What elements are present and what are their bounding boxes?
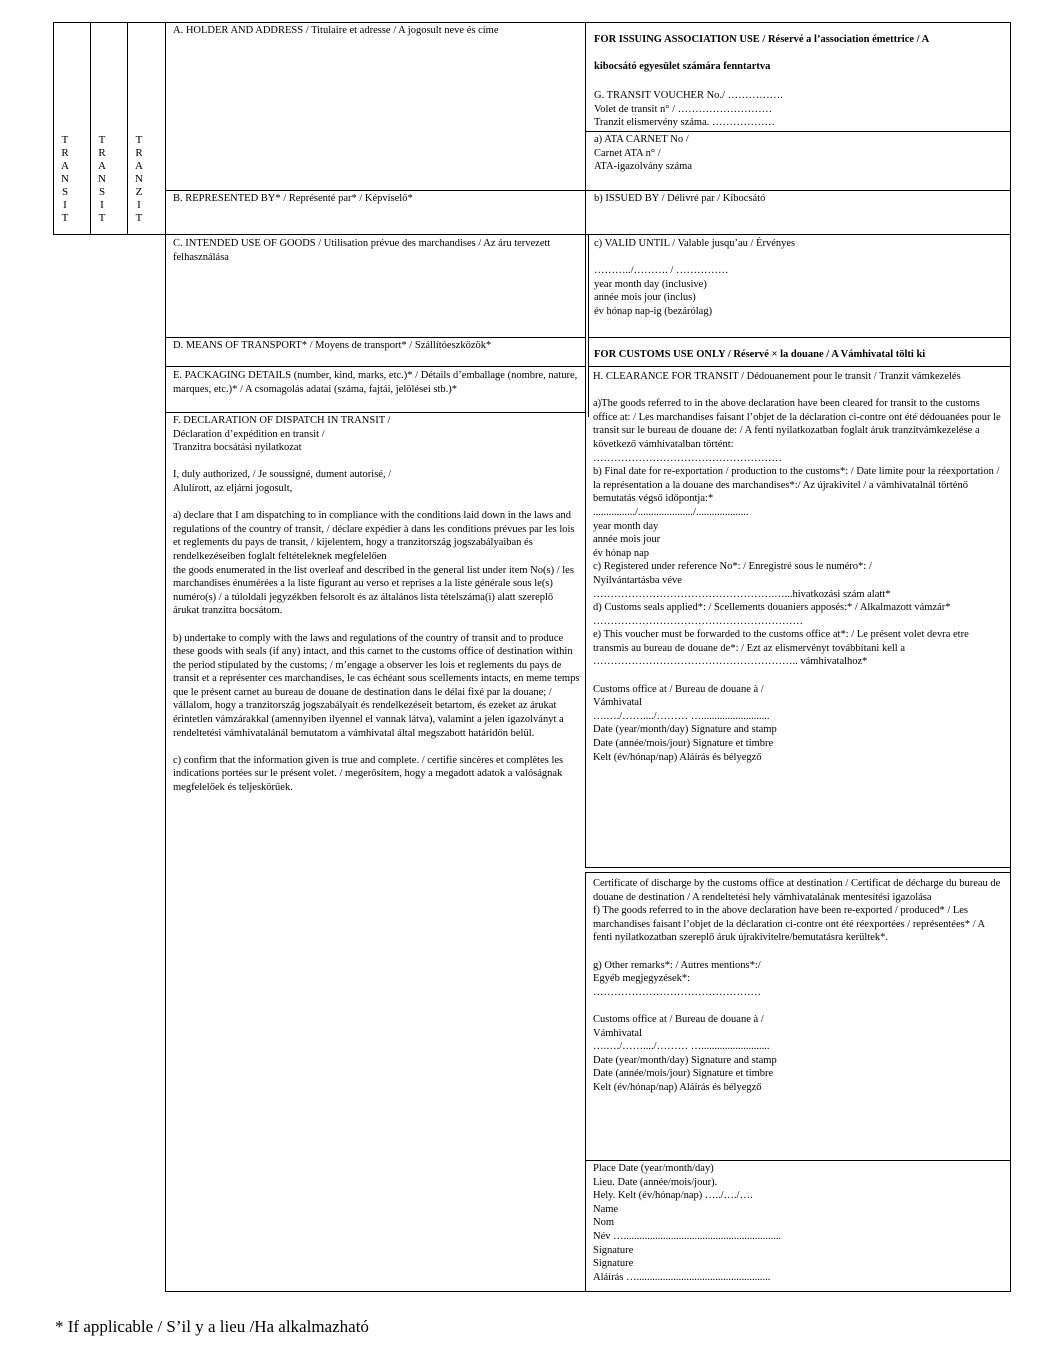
intended-use-field[interactable]: C. INTENDED USE OF GOODS / Utilisation prévue des marchandises / Az áru tervezett felhasználása xyxy=(173,238,551,263)
valid-until-field[interactable]: c) VALID UNTIL / Valable jusqu’au / Érvényes ………../………. / …………… year month day (inclusive) année mois jour (inclus) év hónap nap-ig (bezárólag) xyxy=(594,238,796,317)
ata-carnet-number[interactable]: a) ATA CARNET No / Carnet ATA n° / ATA-igazolvány száma xyxy=(594,134,692,173)
place-date-signature[interactable]: Place Date (year/month/day) Lieu. Date (année/mois/jour). Hely. Kelt (év/hónap/nap) …../…./…. Name Nom Név …............................................................ Signature Signature Aláírás …................................................... xyxy=(593,1163,782,1283)
transit-label-hu: T R A N Z I T xyxy=(135,134,143,224)
transit-label-fr: T R A N S I T xyxy=(98,134,106,224)
transit-label-en: T R A N S I T xyxy=(61,134,69,224)
holder-address-field[interactable]: A. HOLDER AND ADDRESS / Titulaire et adresse / A jogosult neve és címe xyxy=(173,25,499,36)
means-of-transport-field[interactable]: D. MEANS OF TRANSPORT* / Moyens de transport* / Szállítóeszközök* xyxy=(173,340,492,351)
issuing-association-heading: FOR ISSUING ASSOCIATION USE / Réservé a l’association émettrice / A kibocsátó egyesület számára fenntartva xyxy=(594,34,930,73)
transit-voucher-number[interactable]: G. TRANSIT VOUCHER No./ ……………. Volet de transit n° / ……………………… Tranzit elismervény száma. ……………… xyxy=(594,90,783,129)
certificate-of-discharge: Certificate of discharge by the customs office at destination / Certificat de décharge du bureau de douane de destination / A rendeltetési hely vámhivatalának mentesítési igazolása f) The goods referred to in the above declaration have been re-exported / produced* / Les marchandises faisant l’objet de la déclaration ci-contre ont été réexportées / représentées* / A fenti nyilatkozatban szereplő áruk újrakivitelre/bemutatásra kerültek*. g) Other remarks*: / Autres mentions*:/ Egyéb megjegyzések*: ………………………………………… Customs office at / Bureau de douane à / Vámhivatal ….…./……..../……… ….......................... Date (year/month/day) Signature and stamp Date (année/mois/jour) Signature et timbre Kelt (év/hónap/nap) Aláírás és bélyegző xyxy=(593,878,1001,1093)
clearance-for-transit: H. CLEARANCE FOR TRANSIT / Dédouanement pour le transit / Tranzit vámkezelés a)The goods referred to in the above declaration have been cleared for transit to the customs office at: / Les marchandises faisant l’objet de la déclaration ci-contre ont été dédouanées pour le transit sur le bureau de douane de: / A fenti nyilatkozatban foglalt áruk tranzitvámkezelése a következő vámhivatalban történt: ……………………………………………… b) Final date for re-exportation / production to the customs*: / Date limite pour la réexportation / la représentation a la douane des marchandises*:/ Az újrakivitel / a vámhivatalnál történő bemutatás végső időpontja:* ................/...................../.................... year month day année mois jour év hónap nap c) Registered under reference No*: / Enregistré sous le numéro*: / Nyilvántartásba véve …………………………………………….…...hivatkozási szám alatt* d) Customs seals applied*: / Scellements douaniers apposés:* / Alkalmazott vámzár* …………………………………………………… e) This voucher must be forwarded to the customs office at*: / Le présent volet devra etre transmis au bureau de douane de*: / Ezt az elismervényt továbbítani kell a ………………………………………………….. vámhivatalhoz* Customs office at / Bureau de douane à / Vámhivatal ….…./……..../……… ….......................... Date (year/month/day) Signature and stamp Date (année/mois/jour) Signature et timbre Kelt (év/hónap/nap) Aláírás és bélyegző xyxy=(593,371,1001,763)
packaging-details-field[interactable]: E. PACKAGING DETAILS (number, kind, marks, etc.)* / Détails d’emballage (nombre, nature, marques, etc.)* / A csomagolás adatai (száma, fajtái, jelölései stb.)* xyxy=(173,370,578,395)
declaration-of-dispatch: F. DECLARATION OF DISPATCH IN TRANSIT / Déclaration d’expédition en transit / Tranzitra bocsátási nyilatkozat I, duly authorized, / Je soussigné, dument autorisé, / Alulírott, az eljárni jogosult, a) declare that I am dispatching to in compliance with the conditions laid down in the laws and regulations of the country of transit, / déclare expédier à dans les conditions prévues par les lois et reglements du pays de transit, / kijelentem, hogy a tranzitország jogszabályaiban és rendelkezéseiben foglalt feltételeknek megfelelően the goods enumerated in the list overleaf and described in the general list under item No(s) / les marchandises énumérées a la liste figurant au verso et reprises a la liste générale sous le(s) numéro(s) / a túloldali jegyzékben felsorolt és az általános lista tételszáma(i) alatt szereplő árukat tranzitra bocsátom. b) undertake to comply with the laws and regulations of the country of transit and to produce these goods with seals (if any) intact, and this carnet to the customs office of destination within the period stipulated by the customs; / m’engage a observer les lois et reglements du pays de transit et a représenter ces marchandises, le cas échéant sous scellements intacts, en meme temps que le présent carnet au bureau de douane de destination dans le délai fixé par la douane; / vállalom, hogy a tranzitország jogszabályait és rendelkezéseit betartom, és ezeket az árukat érintetlen vámzárakkal (amennyiben ilyennel el vannak látva), valamint a jelen igazolványt a rendeltetési vámhivatalánál bemutatom a vámhivatal által megszabott határidőn belül. c) confirm that the information given is true and complete. / certifie sincères et complètes les indications portées sur le présent volet. / megerősítem, hogy a megadott adatok a valóságnak megfelelőek és teljeskörűek. xyxy=(173,415,580,794)
represented-by-field[interactable]: B. REPRESENTED BY* / Représenté par* / Képviselő* xyxy=(173,193,413,204)
footnote: * If applicable / S’il y a lieu /Ha alkalmazható xyxy=(55,1317,369,1336)
customs-use-heading: FOR CUSTOMS USE ONLY / Réservé × la douane / A Vámhivatal tölti ki xyxy=(594,349,926,360)
issued-by-field[interactable]: b) ISSUED BY / Délivré par / Kibocsátó xyxy=(594,193,766,204)
